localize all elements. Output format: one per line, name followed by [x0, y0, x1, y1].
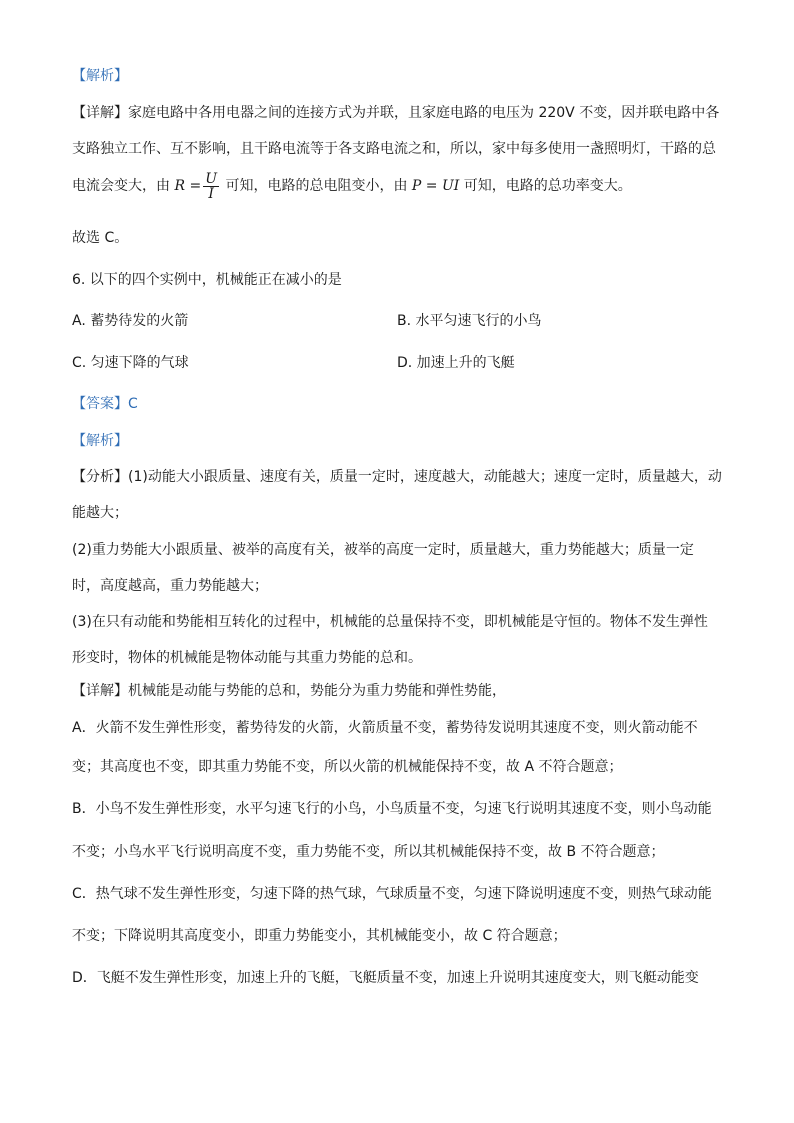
detail-text: 家庭电路中各用电器之间的连接方式为并联，且家庭电路的电压为 220V 不变，因并联电路中各	[128, 105, 720, 121]
detail-paragraph-line-3	[72, 166, 732, 206]
detail-paragraph-line-1	[72, 103, 732, 123]
analysis-line-5: (3)在只有动能和势能相互转化的过程中，机械能的总量保持不变，即机械能是守恒的。物体不发生弹性	[72, 614, 708, 630]
fraction-denominator: I	[208, 185, 214, 202]
question-stem: 6. 以下的四个实例中，机械能正在减小的是	[72, 272, 342, 288]
analysis-line-4: 时，高度越高，重力势能越大；	[72, 578, 268, 594]
power-formula: P = UI	[411, 178, 460, 194]
detail-line-intro	[72, 681, 732, 701]
option-d: D. 加速上升的飞艇	[397, 355, 515, 371]
analysis-tag: 【分析】	[72, 469, 128, 485]
detail-text: 机械能是动能与势能的总和，势能分为重力势能和弹性势能，	[128, 683, 506, 699]
detail-option-b-line-1: B．小鸟不发生弹性形变，水平匀速飞行的小鸟，小鸟质量不变，匀速飞行说明其速度不变，则小鸟动能	[72, 801, 712, 817]
option-a: A. 蓄势待发的火箭	[72, 313, 189, 329]
detail-option-a-line-1: A．火箭不发生弹性形变，蓄势待发的火箭，火箭质量不变，蓄势待发说明其速度不变，则火箭动能不	[72, 720, 698, 736]
analysis-line-3: (2)重力势能大小跟质量、被举的高度有关，被举的高度一定时，质量越大，重力势能越大；质量一定	[72, 542, 694, 558]
detail-option-c-line-1: C．热气球不发生弹性形变，匀速下降的热气球，气球质量不变，匀速下降说明速度不变，则热气球动能	[72, 886, 712, 902]
detail-option-d-line-1: D．飞艇不发生弹性形变，加速上升的飞艇，飞艇质量不变，加速上升说明其速度变大，则飞艇动能变	[72, 970, 699, 986]
section-heading-analysis: 【解析】	[72, 68, 128, 84]
analysis-text: (1)动能大小跟质量、速度有关，质量一定时，速度越大，动能越大；速度一定时，质量越大，动	[128, 469, 722, 485]
detail-text: 可知，电路的总功率变大。	[463, 178, 632, 194]
analysis-line-6: 形变时，物体的机械能是物体动能与其重力势能的总和。	[72, 650, 422, 666]
detail-option-b-line-2: 不变；小鸟水平飞行说明高度不变，重力势能不变，所以其机械能保持不变，故 B 不符合题意；	[72, 844, 665, 860]
fraction-numerator: U	[205, 170, 217, 187]
detail-tag: 【详解】	[72, 683, 128, 699]
option-c: C. 匀速下降的气球	[72, 355, 189, 371]
detail-text: 电流会变大，由	[72, 178, 170, 194]
formula-lhs: R =	[174, 178, 202, 194]
answer-conclusion: 故选 C。	[72, 230, 129, 246]
section-heading-analysis: 【解析】	[72, 433, 128, 449]
detail-option-a-line-2: 变；其高度也不变，即其重力势能不变，所以火箭的机械能保持不变，故 A 不符合题意；	[72, 759, 623, 775]
detail-paragraph-line-2: 支路独立工作、互不影响，且干路电流等于各支路电流之和，所以，家中每多使用一盏照明灯，干路的总	[72, 141, 716, 157]
option-b: B. 水平匀速飞行的小鸟	[397, 313, 542, 329]
analysis-line-1	[72, 467, 732, 487]
detail-tag: 【详解】	[72, 105, 128, 121]
detail-option-c-line-2: 不变；下降说明其高度变小，即重力势能变小，其机械能变小，故 C 符合题意；	[72, 928, 567, 944]
fraction	[203, 172, 219, 201]
answer-label: 【答案】C	[72, 396, 138, 412]
detail-text: 可知，电路的总电阻变小，由	[225, 178, 408, 194]
analysis-line-2: 能越大；	[72, 505, 128, 521]
resistance-formula	[174, 166, 221, 206]
